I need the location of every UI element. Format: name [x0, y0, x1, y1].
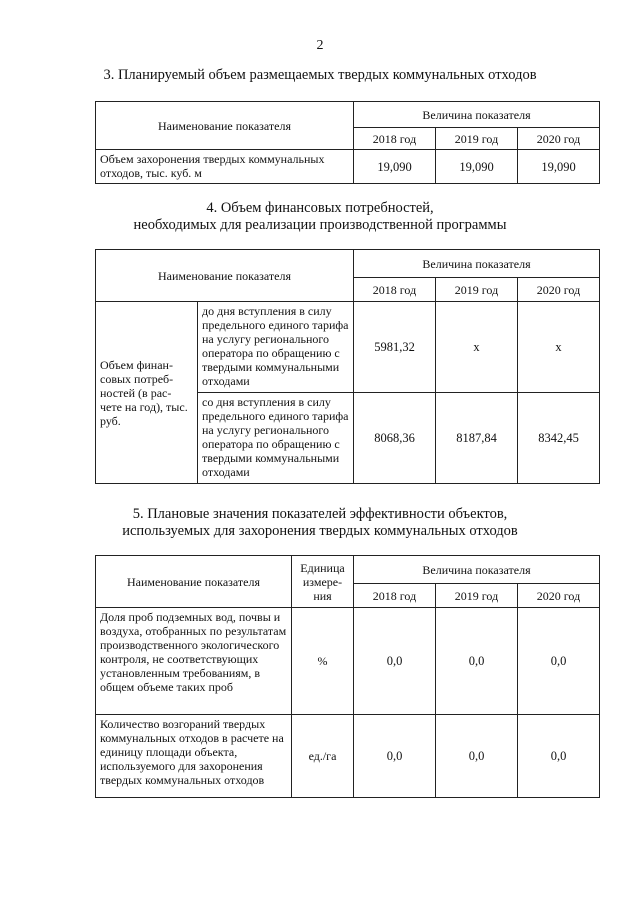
sub-row-label: со дня вступления в силу предельного единого тарифа на услугу регионального оператора по обращению с твердыми коммунальными отходами: [198, 393, 354, 484]
value-cell: 8068,36: [354, 393, 436, 484]
unit-cell: ед./га: [292, 715, 354, 798]
value-cell: 0,0: [436, 715, 518, 798]
header-value: Величина показателя: [354, 102, 600, 128]
row-name: Количество возгораний твердых коммунальных отходов в расчете на единицу площади объекта, используемого для захоронения твердых коммунальных отходов: [96, 715, 292, 798]
value-cell: 19,090: [518, 150, 600, 184]
value-cell: 8342,45: [518, 393, 600, 484]
value-cell: х: [518, 302, 600, 393]
value-cell: 0,0: [436, 608, 518, 715]
value-cell: 0,0: [518, 715, 600, 798]
header-unit: Единица измере- ния: [292, 556, 354, 608]
section-5-title: 5. Плановые значения показателей эффективности объектов, используемых для захоронения твердых коммунальных отходов: [122, 506, 518, 539]
page-number: 2: [316, 38, 324, 53]
value-cell: 8187,84: [436, 393, 518, 484]
section-4-table: [95, 249, 600, 484]
year-2018: 2018 год: [354, 584, 436, 608]
row-name: Объем захоронения твердых коммунальных отходов, тыс. куб. м: [96, 150, 354, 184]
value-cell: 5981,32: [354, 302, 436, 393]
row-name: Доля проб подземных вод, почвы и воздуха, отобранных по результатам производственного экологического контроля, не соответствующих установленным требованиям, в общем объеме таких проб: [96, 608, 292, 715]
header-name: Наименование показателя: [96, 556, 292, 608]
value-cell: 0,0: [354, 608, 436, 715]
value-cell: 19,090: [436, 150, 518, 184]
value-cell: х: [436, 302, 518, 393]
value-cell: 19,090: [354, 150, 436, 184]
sub-row-label: до дня вступления в силу предельного единого тарифа на услугу регионального оператора по обращению с твердыми коммунальными отходами: [198, 302, 354, 393]
year-2018: 2018 год: [354, 278, 436, 302]
year-2019: 2019 год: [436, 278, 518, 302]
header-name: Наименование показателя: [96, 102, 354, 150]
value-cell: 0,0: [518, 608, 600, 715]
section-3-table: [95, 101, 600, 184]
year-2019: 2019 год: [436, 584, 518, 608]
header-value: Величина показателя: [354, 556, 600, 584]
section-5-table: [95, 555, 600, 798]
section-4-title: 4. Объем финансовых потребностей, необходимых для реализации производственной программы: [133, 200, 507, 233]
year-2020: 2020 год: [518, 278, 600, 302]
year-2020: 2020 год: [518, 128, 600, 150]
year-2020: 2020 год: [518, 584, 600, 608]
unit-cell: %: [292, 608, 354, 715]
header-name: Наименование показателя: [96, 250, 354, 302]
section-3-title: 3. Планируемый объем размещаемых твердых коммунальных отходов: [103, 67, 537, 83]
value-cell: 0,0: [354, 715, 436, 798]
year-2019: 2019 год: [436, 128, 518, 150]
header-value: Величина показателя: [354, 250, 600, 278]
year-2018: 2018 год: [354, 128, 436, 150]
group-label: Объем финан- совых потреб- ностей (в рас- чете на год), тыс. руб.: [96, 302, 198, 484]
